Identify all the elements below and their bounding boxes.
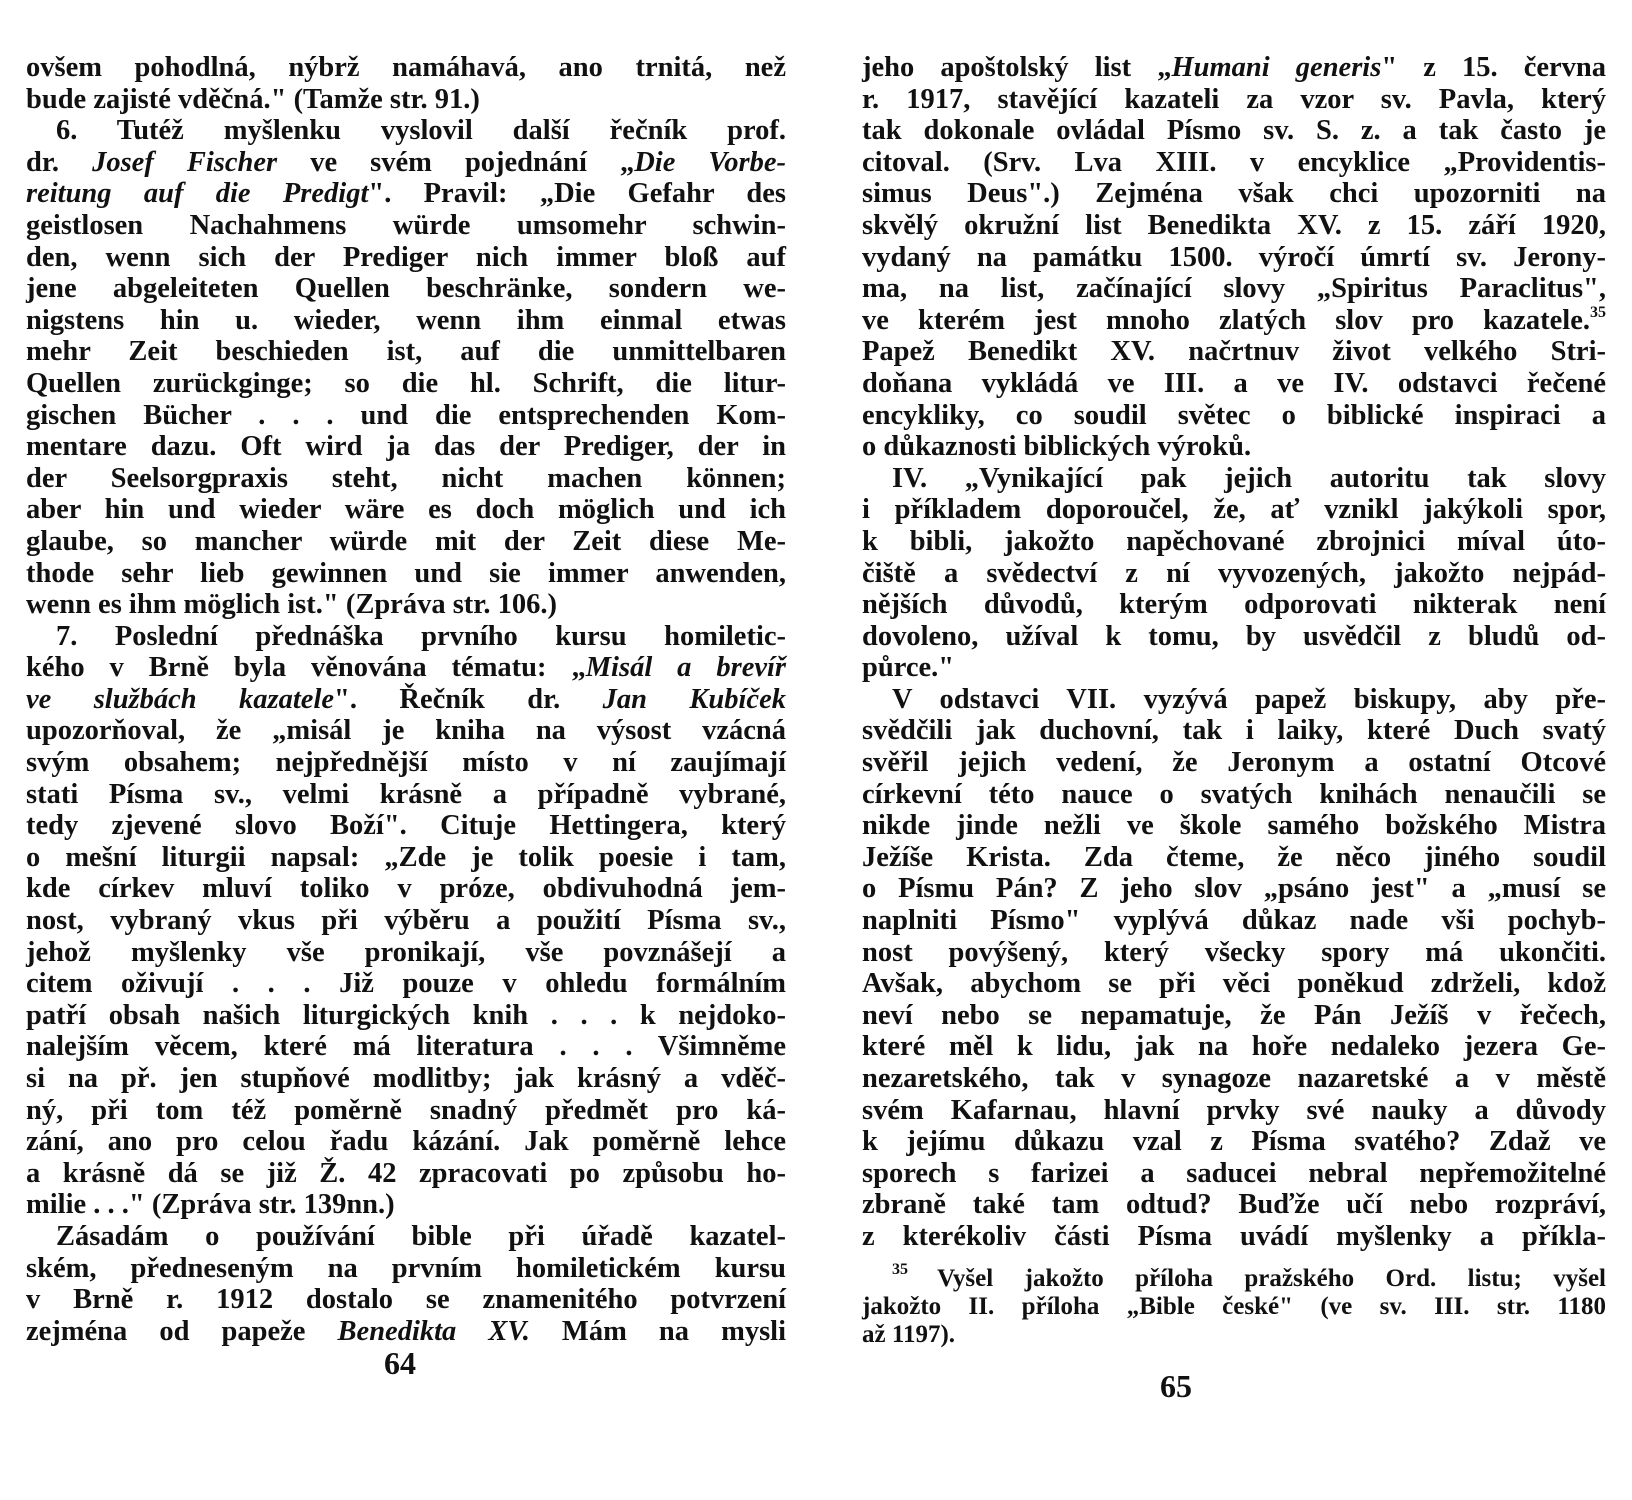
- text-run: stati Písma sv., velmi krásně a případně vybrané,: [26, 778, 786, 810]
- left-page: [26, 52, 786, 1347]
- text-line: [862, 210, 1606, 242]
- text-line: [26, 400, 786, 432]
- text-line: [26, 336, 786, 368]
- text-run: Mám na mysli: [529, 1315, 787, 1347]
- text-run: citem oživují . . . Již pouze v ohledu formálním: [26, 968, 786, 1000]
- left-page-body: [26, 52, 786, 1347]
- text-line: [862, 715, 1606, 747]
- text-line: [26, 494, 786, 526]
- text-line: [26, 115, 786, 147]
- text-run: jeho apoštolský list „: [862, 52, 1172, 83]
- text-line: [862, 652, 1606, 684]
- text-line: [26, 937, 786, 969]
- text-run: der Seelsorgpraxis steht, nicht machen können;: [26, 462, 786, 494]
- text-run: z kterékoliv části Písma uvádí myšlenky a příkla-: [862, 1220, 1606, 1252]
- text-line: [26, 1158, 786, 1190]
- text-line: [26, 52, 786, 84]
- text-line: [862, 400, 1606, 432]
- text-line: [862, 368, 1606, 400]
- italic-text: Benedikta XV.: [337, 1315, 530, 1347]
- text-line: [862, 273, 1606, 305]
- text-run: zání, ano pro celou řadu kázání. Jak poměrně lehce: [26, 1126, 786, 1158]
- text-line: [26, 210, 786, 242]
- text-line: [26, 1063, 786, 1095]
- page-number-left: 64: [384, 1345, 416, 1381]
- text-run: až 1197).: [862, 1320, 956, 1348]
- footnote-reference: 35: [1590, 303, 1606, 321]
- text-run: o mešní liturgii napsal: „Zde je tolik poesie i tam,: [26, 841, 786, 873]
- text-line: [26, 526, 786, 558]
- text-line: [862, 431, 1606, 463]
- text-line: [26, 747, 786, 779]
- text-line: [862, 52, 1606, 84]
- text-run: dr.: [26, 146, 93, 178]
- text-run: svěřil jejich vedení, že Jeronym a ostatní Otcové: [862, 747, 1606, 779]
- text-line: [862, 873, 1606, 905]
- italic-text: Misál a brevíř: [585, 652, 787, 684]
- text-line: [862, 178, 1606, 210]
- text-run: citoval. (Srv. Lva XIII. v encyklice „Providentis-: [862, 146, 1606, 178]
- text-line: [26, 431, 786, 463]
- text-line: [862, 810, 1606, 842]
- text-run: skvělý okružní list Benedikta XV. z 15. září 1920,: [862, 209, 1606, 241]
- text-run: ovšem pohodlná, nýbrž namáhavá, ano trnitá, než: [26, 52, 786, 83]
- text-line: [26, 147, 786, 179]
- text-run: mentare dazu. Oft wird ja das der Prediger, der in: [26, 431, 786, 463]
- text-run: si na př. jen stupňové modlitby; jak krásný a vděč-: [26, 1063, 786, 1094]
- text-run: tak dokonale ovládal Písmo sv. S. z. a tak často je: [862, 115, 1606, 147]
- text-line: [26, 178, 786, 210]
- footnote-marker: 35: [892, 1260, 938, 1278]
- text-run: jehož myšlenky vše pronikají, vše povznášejí a: [26, 936, 786, 968]
- text-run: geistlosen Nachahmens würde umsomehr schwin-: [26, 209, 786, 241]
- text-run: Avšak, abychom se při věci poněkud zdrželi, kdož: [862, 968, 1606, 1000]
- text-run: wenn es ihm möglich ist." (Zpráva str. 106.): [26, 589, 557, 621]
- text-run: kého v Brně byla věnována tématu: „: [26, 652, 586, 684]
- text-line: [26, 1095, 786, 1127]
- text-line: [862, 968, 1606, 1000]
- italic-text: Humani generis: [1171, 52, 1382, 83]
- text-run: sporech s farizei a saducei nebral nepřemožitelné: [862, 1157, 1606, 1189]
- text-run: nezaretského, tak v synagoze nazaretské a v městě: [862, 1063, 1606, 1094]
- text-run: v Brně r. 1912 dostalo se znamenitého potvrzení: [26, 1284, 786, 1316]
- text-line: [862, 305, 1606, 337]
- text-run: svědčili jak duchovní, tak i laiky, které Duch svatý: [862, 715, 1606, 747]
- text-run: nigstens hin u. wieder, wenn ihm einmal etwas: [26, 304, 786, 336]
- text-line: [26, 589, 786, 621]
- text-line: [26, 1189, 786, 1221]
- text-line: [26, 842, 786, 874]
- text-line: [862, 747, 1606, 779]
- text-line: [862, 1321, 1606, 1349]
- text-line: [26, 1221, 786, 1253]
- text-line: [26, 873, 786, 905]
- text-line: [26, 558, 786, 590]
- text-run: V odstavci VII. vyzývá papež biskupy, aby pře-: [892, 683, 1606, 715]
- text-line: [26, 84, 786, 116]
- text-run: nost povýšený, který všecky spory má ukončiti.: [862, 936, 1606, 968]
- text-run: Zásadám o používání bible při úřadě kazatel-: [56, 1220, 786, 1252]
- italic-text: Jan Kubíček: [602, 683, 786, 715]
- text-run: o Písmu Pán? Z jeho slov „psáno jest" a „musí se: [862, 873, 1606, 905]
- text-line: [26, 1031, 786, 1063]
- text-line: [862, 242, 1606, 274]
- text-run: r. 1917, stavějící kazateli za vzor sv. Pavla, který: [862, 83, 1606, 115]
- text-line: [862, 1293, 1606, 1321]
- text-run: k jejímu důkazu vzal z Písma svatého? Zdaž ve: [862, 1126, 1606, 1158]
- text-run: milie . . ." (Zpráva str. 139nn.): [26, 1189, 395, 1221]
- text-run: církevní této nauce o svatých knihách nenaučili se: [862, 778, 1606, 810]
- italic-text: ve službách kazatele: [26, 683, 335, 715]
- text-run: patří obsah našich liturgických knih . . . k nejdoko-: [26, 999, 786, 1031]
- text-line: [26, 621, 786, 653]
- text-run: dovoleno, užíval k tomu, by usvědčil z bludů od-: [862, 620, 1606, 652]
- text-run: encykliky, co soudil světec o biblické inspiraci a: [862, 399, 1606, 431]
- text-line: [862, 937, 1606, 969]
- text-run: gischen Bücher . . . und die entsprechenden Kom-: [26, 399, 786, 431]
- text-line: [862, 336, 1606, 368]
- text-line: [862, 1000, 1606, 1032]
- text-line: [862, 84, 1606, 116]
- text-run: čiště a svědectví z ní vyvozených, jakožto nejpád-: [862, 557, 1606, 589]
- text-line: [862, 1031, 1606, 1063]
- text-line: [26, 242, 786, 274]
- text-run: den, wenn sich der Prediger nich immer bloß auf: [26, 241, 786, 273]
- text-line: [26, 1253, 786, 1285]
- text-run: a krásně dá se již Ž. 42 zpracovati po způsobu ho-: [26, 1157, 786, 1189]
- text-run: naplniti Písmo" vyplývá důkaz nade vši pochyb-: [862, 905, 1606, 937]
- page-number-right: 65: [1160, 1368, 1192, 1404]
- text-run: Ježíše Krista. Zda čteme, že něco jiného soudil: [862, 841, 1606, 873]
- text-run: jene abgeleiteten Quellen beschränke, sondern we-: [26, 273, 786, 305]
- text-line: [862, 905, 1606, 937]
- text-line: [26, 1284, 786, 1316]
- text-run: IV. „Vynikající pak jejich autoritu tak slovy: [892, 462, 1606, 494]
- text-run: ný, při tom též poměrně snadný předmět pro ká-: [26, 1094, 786, 1126]
- text-run: tedy zjevené slovo Boží". Cituje Hettingera, který: [26, 810, 786, 842]
- text-line: [26, 810, 786, 842]
- text-line: [26, 463, 786, 495]
- text-run: Quellen zurückginge; so die hl. Schrift, die litur-: [26, 367, 786, 399]
- text-run: ském, předneseným na prvním homiletickém kursu: [26, 1252, 786, 1284]
- text-line: [26, 905, 786, 937]
- text-run: ma, na list, začínající slovy „Spiritus Paraclitus",: [862, 273, 1606, 305]
- text-run: aber hin und wieder wäre es doch möglich und ich: [26, 494, 786, 526]
- text-line: [862, 1260, 1606, 1293]
- italic-text: reitung auf die Predigt: [26, 178, 369, 210]
- text-run: upozorňoval, že „misál je kniha na výsost vzácná: [26, 715, 786, 747]
- right-page-body: [862, 52, 1606, 1253]
- text-line: [26, 968, 786, 1000]
- text-line: [862, 1221, 1606, 1253]
- footnote: [862, 1260, 1606, 1349]
- text-run: půrce.": [862, 652, 955, 684]
- text-run: Vyšel jakožto příloha pražského Ord. listu; vyšel: [937, 1264, 1606, 1292]
- text-run: Papež Benedikt XV. načrtnuv život velkého Stri-: [862, 336, 1606, 368]
- text-line: [862, 494, 1606, 526]
- text-run: ve svém pojednání „: [277, 146, 635, 178]
- text-line: [26, 715, 786, 747]
- text-run: mehr Zeit beschieden ist, auf die unmittelbaren: [26, 336, 786, 368]
- text-run: simus Deus".) Zejména však chci upozorniti na: [862, 178, 1606, 210]
- text-run: thode sehr lieb gewinnen und sie immer anwenden,: [26, 557, 786, 589]
- text-line: [862, 589, 1606, 621]
- text-run: ve kterém jest mnoho zlatých slov pro kazatele.: [862, 304, 1590, 336]
- text-run: doňana vykládá ve III. a ve IV. odstavci řečené: [862, 367, 1606, 399]
- text-line: [26, 305, 786, 337]
- text-line: [862, 684, 1606, 716]
- text-line: [862, 463, 1606, 495]
- text-run: které měl k lidu, jak na hoře nedaleko jezera Ge-: [862, 1031, 1606, 1063]
- text-line: [26, 273, 786, 305]
- text-line: [862, 115, 1606, 147]
- text-run: jakožto II. příloha „Bible české" (ve sv. III. str. 1180: [862, 1292, 1606, 1320]
- text-run: kde církev mluví toliko v próze, obdivuhodná jem-: [26, 873, 786, 905]
- text-line: [862, 842, 1606, 874]
- text-line: [26, 684, 786, 716]
- text-run: i příkladem doporoučel, že, ať vznikl jakýkoli spor,: [862, 494, 1606, 526]
- text-line: [26, 1316, 786, 1348]
- text-run: nost, vybraný vkus při výběru a použití Písma sv.,: [26, 905, 786, 937]
- text-run: ". Řečník dr.: [334, 683, 603, 715]
- text-run: o důkaznosti biblických výroků.: [862, 431, 1252, 463]
- text-line: [26, 779, 786, 811]
- text-run: svým obsahem; nejpřednější místo v ní zaujímají: [26, 747, 786, 779]
- italic-text: Josef Fischer: [92, 146, 278, 178]
- text-run: svém Kafarnau, hlavní prvky své nauky a důvody: [862, 1094, 1606, 1126]
- text-run: glaube, so mancher würde mit der Zeit diese Me-: [26, 525, 786, 557]
- text-line: [26, 1000, 786, 1032]
- text-run: nalejším věcem, které má literatura . . . Všimněme: [26, 1031, 786, 1063]
- text-run: nikde jinde nežli ve škole samého božského Mistra: [862, 810, 1606, 842]
- text-line: [862, 779, 1606, 811]
- right-page: [862, 52, 1606, 1349]
- text-run: bude zajisté vděčná." (Tamže str. 91.): [26, 83, 480, 115]
- text-line: [862, 147, 1606, 179]
- text-run: 7. Poslední přednáška prvního kursu homiletic-: [56, 620, 786, 652]
- text-line: [862, 526, 1606, 558]
- text-run: zejména od papeže: [26, 1315, 338, 1347]
- text-line: [862, 621, 1606, 653]
- text-line: [862, 558, 1606, 590]
- text-run: k bibli, jakožto napěchované zbrojnici míval úto-: [862, 525, 1606, 557]
- text-run: zbraně také tam odtud? Buďže učí nebo rozpráví,: [862, 1189, 1606, 1221]
- text-line: [26, 1126, 786, 1158]
- text-run: " z 15. června: [1381, 52, 1606, 83]
- text-run: nějších důvodů, kterým odporovati nikterak není: [862, 589, 1606, 621]
- text-line: [862, 1189, 1606, 1221]
- text-line: [862, 1126, 1606, 1158]
- text-run: vydaný na památku 1500. výročí úmrtí sv. Jerony-: [862, 241, 1606, 273]
- text-line: [862, 1063, 1606, 1095]
- text-run: 6. Tutéž myšlenku vyslovil další řečník prof.: [56, 115, 786, 147]
- italic-text: Die Vorbe-: [634, 146, 787, 178]
- text-line: [26, 368, 786, 400]
- text-run: neví nebo se nepamatuje, že Pán Ježíš v řečech,: [862, 999, 1606, 1031]
- text-run: ". Pravil: „Die Gefahr des: [368, 178, 786, 210]
- text-line: [862, 1095, 1606, 1127]
- text-line: [26, 652, 786, 684]
- text-line: [862, 1158, 1606, 1190]
